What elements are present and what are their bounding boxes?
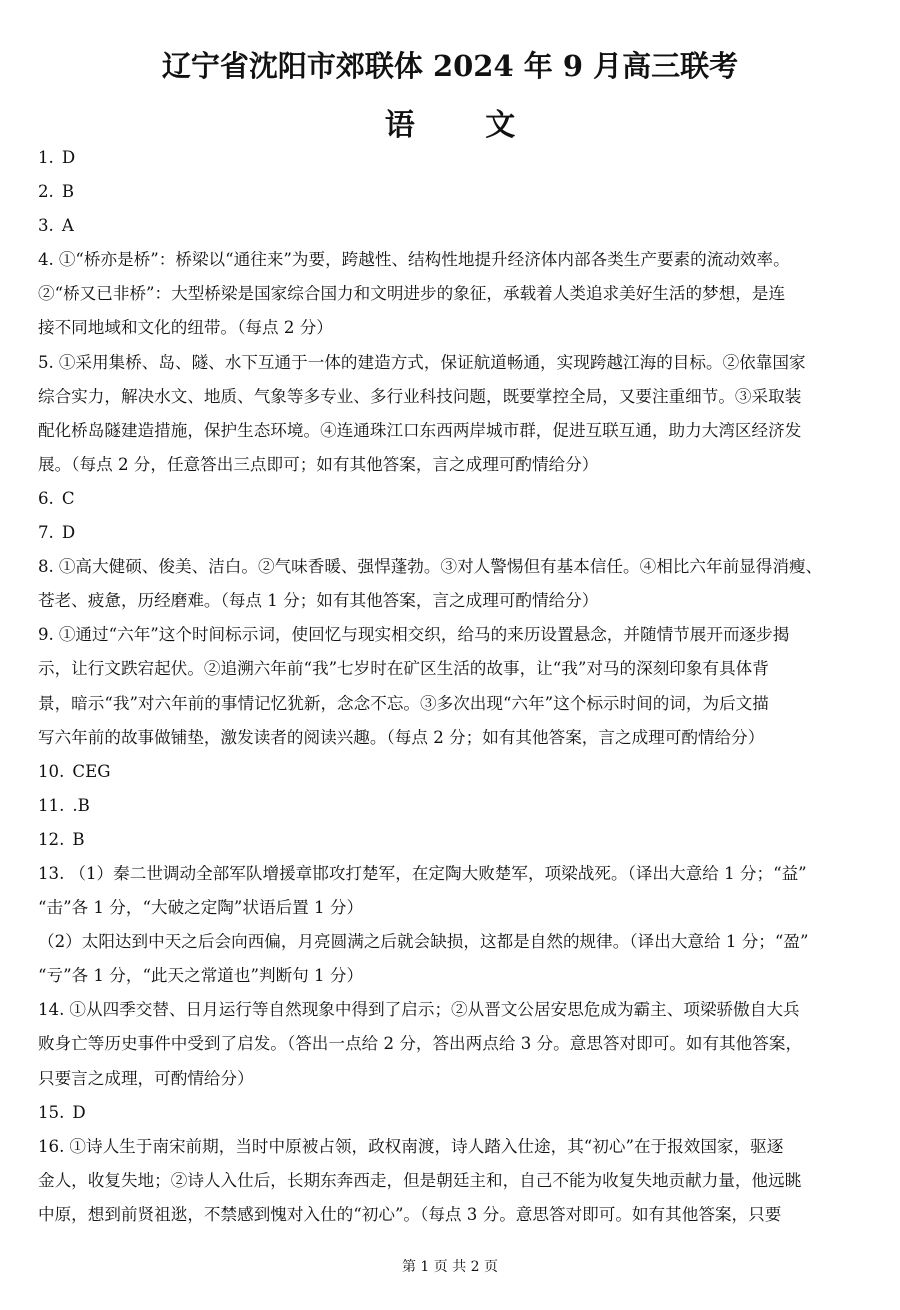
subject-heading: 语 文 [384, 108, 546, 143]
answer-number: 1. [38, 148, 54, 167]
answer-line [38, 1164, 868, 1198]
answer-text: B [72, 829, 85, 849]
answer-number: 10. [38, 761, 65, 781]
answer-item [38, 209, 868, 243]
answer-text: B [61, 182, 75, 202]
answer-line [38, 618, 868, 652]
answer-text: 苍老、疲惫，历经磨难。（每点 1 分；如有其他答案，言之成理可酌情给分） [38, 591, 599, 611]
answer-line [38, 550, 868, 584]
answer-line [38, 1027, 868, 1061]
answer-item [38, 482, 868, 516]
answer-item [38, 175, 868, 209]
answer-line [38, 448, 868, 482]
answer-text: 配化桥岛隧建造措施，保护生态环境。④连通珠江口东西两岸城市群，促进互联互通，助力大湾区经济发 [38, 420, 802, 440]
answer-number: 14. [38, 1000, 65, 1020]
answer-item [38, 755, 868, 789]
answer-text: （2）太阳达到中天之后会向西偏，月亮圆满之后就会缺损，这都是自然的规律。（译出大意给 1 分；“盈” [38, 932, 809, 952]
answer-text: 金人，收复失地；②诗人入仕后，长期东奔西走，但是朝廷主和，自己不能为收复失地贡献力量，他远眺 [38, 1170, 802, 1190]
answer-item [38, 516, 868, 550]
answer-text: D [61, 148, 76, 167]
answer-line [38, 277, 868, 311]
answer-text: 接不同地域和文化的纽带。（每点 2 分） [38, 318, 333, 338]
answer-list [38, 141, 868, 1232]
answer-line [38, 925, 868, 959]
answer-line [38, 687, 868, 721]
answer-number: 7. [38, 523, 54, 543]
answer-line [38, 243, 868, 277]
answer-number: 16. [38, 1136, 65, 1156]
answer-line [38, 857, 868, 891]
answer-text: A [61, 216, 74, 236]
answer-item [38, 789, 868, 823]
answer-item [38, 823, 868, 857]
answer-text: 只要言之成理，可酌情给分） [38, 1068, 254, 1088]
answer-text: ①采用集桥、岛、隧、水下互通于一体的建造方式，保证航道畅通，实现跨越江海的目标。②依靠国家 [58, 352, 806, 372]
answer-text: “击”各 1 分，“大破之定陶”状语后置 1 分） [38, 898, 364, 918]
answer-text: 展。（每点 2 分，任意答出三点即可；如有其他答案，言之成理可酌情给分） [38, 454, 599, 474]
answer-text: （1）秦二世调动全部军队增援章邯攻打楚军，在定陶大败楚军，项梁战死。（译出大意给 1 分；“益” [69, 863, 807, 883]
answer-number: 4. [38, 250, 54, 270]
answer-line [38, 414, 868, 448]
answer-number: 13. [38, 863, 65, 883]
answer-item [38, 1096, 868, 1130]
answer-line [38, 311, 868, 345]
answer-number: 11. [38, 795, 65, 815]
answer-line [38, 1062, 868, 1096]
answer-text: ①通过“六年”这个时间标示词，使回忆与现实相交织，给马的来历设置悬念，并随情节展开而逐步揭 [58, 625, 790, 645]
answer-number: 6. [38, 488, 54, 508]
answer-text: 示，让行文跌宕起伏。②追溯六年前“我”七岁时在矿区生活的故事，让“我”对马的深刻印象有具体背 [38, 659, 769, 679]
answer-text: ①从四季交替、日月运行等自然现象中得到了启示；②从晋文公居安思危成为霸主、项梁骄傲自大兵 [69, 1000, 800, 1020]
answer-text: 败身亡等历史事件中受到了启发。（答出一点给 2 分，答出两点给 3 分。意思答对即可。如有其他答案， [38, 1034, 803, 1054]
answer-line [38, 993, 868, 1027]
answer-line [38, 584, 868, 618]
answer-line [38, 346, 868, 380]
answer-text: ②“桥又已非桥”：大型桥梁是国家综合国力和文明进步的象征，承载着人类追求美好生活的梦想，是连 [38, 284, 786, 304]
answer-line [38, 652, 868, 686]
answer-text: “亏”各 1 分，“此天之常道也”判断句 1 分） [38, 966, 364, 986]
answer-text: 中原，想到前贤祖逖，不禁感到愧对入仕的“初心”。（每点 3 分。意思答对即可。如有其他答案，只要 [38, 1204, 782, 1224]
answer-text: CEG [72, 761, 111, 781]
answer-item [38, 141, 868, 175]
answer-text: .B [72, 795, 90, 815]
answer-number: 3. [38, 216, 54, 236]
page-footer: 第 1 页 共 2 页 [401, 1259, 499, 1275]
answer-number: 8. [38, 557, 54, 577]
answer-text: C [61, 488, 75, 508]
answer-text: ①高大健硕、俊美、洁白。②气味香暖、强悍蓬勃。③对人警惕但有基本信任。④相比六年前显得消瘦、 [58, 557, 823, 577]
answer-number: 15. [38, 1102, 65, 1122]
answer-text: 写六年前的故事做铺垫，激发读者的阅读兴趣。（每点 2 分；如有其他答案，言之成理可酌情给分） [38, 727, 765, 747]
answer-text: ①诗人生于南宋前期，当时中原被占领，政权南渡，诗人踏入仕途，其“初心”在于报效国家，驱逐 [69, 1136, 784, 1156]
answer-text: 景，暗示“我”对六年前的事情记忆犹新，念念不忘。③多次出现“六年”这个标示时间的词，为后文描 [38, 693, 769, 713]
answer-number: 2. [38, 182, 54, 202]
answer-line [38, 1130, 868, 1164]
answer-number: 12. [38, 829, 65, 849]
answer-text: 综合实力，解决水文、地质、气象等多专业、多行业科技问题，既要掌控全局，又要注重细节。③采取装 [38, 386, 802, 406]
answer-line [38, 721, 868, 755]
answer-text: D [61, 523, 76, 543]
page-title: 辽宁省沈阳市郊联体 2024 年 9 月高三联考 [161, 49, 739, 83]
answer-line [38, 380, 868, 414]
answer-number: 5. [38, 352, 54, 372]
answer-line [38, 1198, 868, 1232]
answer-text: D [72, 1102, 86, 1122]
answer-line [38, 959, 868, 993]
answer-number: 9. [38, 625, 54, 645]
answer-line [38, 891, 868, 925]
answer-text: ①“桥亦是桥”：桥梁以“通往来”为要，跨越性、结构性地提升经济体内部各类生产要素的流动效率。 [58, 250, 790, 270]
